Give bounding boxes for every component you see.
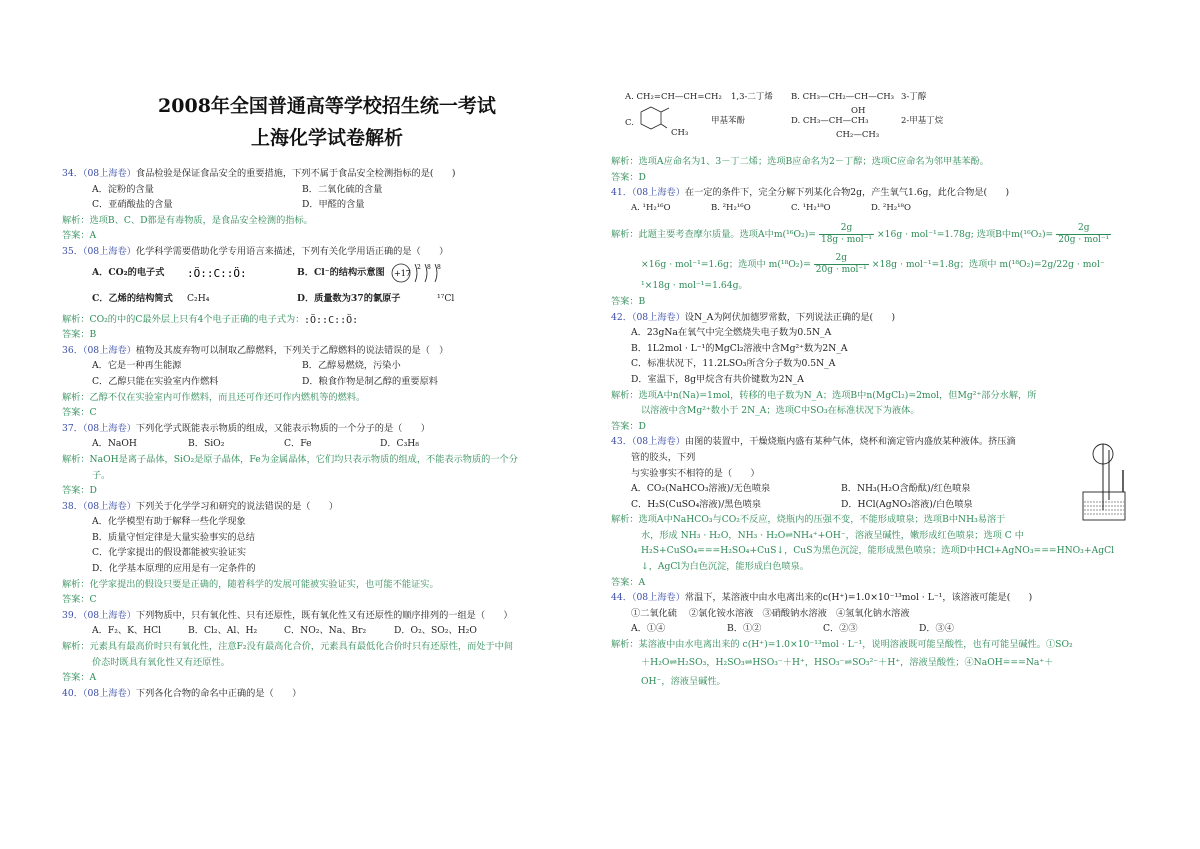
svg-text:+17: +17 [394, 268, 411, 278]
explanation: 解析：选项B、C、D都是有毒物质，是食品安全检测的指标。 [62, 214, 313, 226]
page-title-line2: 上海化学试卷解析 [250, 127, 403, 149]
answer: 答案：A [62, 230, 97, 242]
svg-text:8: 8 [427, 263, 431, 271]
question-37: 37．（08上海卷）下列化学式既能表示物质的组成，又能表示物质的一个分子的是（ ） [62, 422, 430, 434]
question-34: 34．（08上海卷）食品检验是保证食品安全的重要措施，下列不属于食品安全检测指标的是( ) [62, 168, 456, 179]
answer: 答案：A [611, 576, 646, 588]
svg-text:8: 8 [437, 263, 441, 271]
page-title-line1: 2008年全国普通高等学校招生统一考试 [158, 95, 496, 117]
question-36: 36．（08上海卷）植物及其废弃物可以制取乙醇燃料，下列关于乙醇燃料的说法错误的是（ ） [62, 344, 449, 356]
explanation: 解析：乙醇不仅在实验室内可作燃料，而且还可作还可作内燃机等的燃料。 [62, 391, 366, 403]
answer: 答案：A [62, 672, 97, 684]
svg-text::Ö::C::Ö:: :Ö::C::Ö: [187, 266, 247, 280]
answer: 答案：B [611, 295, 646, 307]
explanation: 解析：元素具有最高价时只有氧化性，注意F₂没有最高化合价，元素具有最低化合价时只有还原性，而处于中间 [62, 641, 514, 653]
question-42: 42．（08上海卷）设N_A为阿伏加德罗常数，下列说法正确的是( ) [611, 311, 896, 323]
fountain-apparatus-figure [1079, 440, 1131, 524]
answer: 答案：C [62, 594, 97, 606]
explanation: 解析：选项A中NaHCO₃与CO₂不反应，烧瓶内的压强不变，不能形成喷泉；选项B中NH₃易溶于 [611, 514, 1006, 526]
question-44: 44．（08上海卷）常温下，某溶液中由水电离出来的c(H⁺)=1.0×10⁻¹³mol · L⁻¹，该溶液可能是( ) [611, 592, 1033, 604]
question-40: 40．（08上海卷）下列各化合物的命名中正确的是（ ） [62, 687, 302, 699]
phenol-ring-icon [639, 104, 673, 134]
answer: 答案：D [611, 420, 646, 432]
answer: 答案：B [62, 329, 97, 341]
question-39: 39．（08上海卷）下列物质中，只有氧化性、只有还原性，既有氧化性又有还原性的顺序排列的一组是（ ） [62, 609, 513, 621]
explanation: 解析：选项A应命名为1、3－丁二烯；选项B应命名为2－丁醇；选项C应命名为邻甲基苯酚。 [611, 156, 989, 167]
explanation: 解析：NaOH是离子晶体，SiO₂是原子晶体，Fe为金属晶体，它们均只表示物质的组成，不能表示物质的一个分 [62, 453, 518, 465]
explanation: 解析：此题主要考查摩尔质量。选项A中m(¹⁶O₂)= $\frac{2g}{\text{18g · mol⁻¹}}$ ×16g · mol⁻¹=1.78g; 选项B中m(¹⁶O₂)= $\frac{2g}{\text{20g · mol⁻¹}}$ [611, 223, 1110, 246]
answer: 答案：D [611, 171, 646, 183]
explanation: 解析：CO₂的中的C最外层上只有4个电子正确的电子式为： [62, 313, 305, 325]
svg-text::Ö::C::Ö:: :Ö::C::Ö: [304, 315, 359, 326]
answer: 答案：D [62, 485, 97, 497]
explanation: 解析：化学家提出的假设只要是正确的，随着科学的发展可能被实验证实，也可能不能证实。 [62, 578, 439, 590]
question-38: 38．（08上海卷）下列关于化学学习和研究的说法错误的是（ ） [62, 500, 339, 512]
co2-correct-electron-formula [304, 313, 374, 325]
left-column: 2008年全国普通高等学校招生统一考试 上海化学试卷解析 34．（08上海卷）食品检验是保证食品安全的重要措施，下列不属于食品安全检测指标的是( ) A．淀粉的含量 B．二氧化硫的含量 C．亚硝酸盐的含量 D．甲醛的含量 解析：选项B、C、D都是有毒物质，是食品安全检测的指标。 答案：A 35．（08上海卷）化学科学需要借助化学专用语言来描述，下列有关化学用语正确的是（ ） A．CO₂的电子式 :Ö::C::Ö: B．Cl⁻的结构示意图 +17 2 8 8 C．乙烯的结构简式 C₂H₄ D．质量数为37的氯原子 ¹⁷Cl 解析：CO₂的中的C最外层上只有4个电子正确的电子式为： :Ö::C::Ö: 答案：B 36．（08上海卷）植物及其废弃物可以制取乙醇燃料，下列关于乙醇燃料的说法错误的是（ ） A．它是一种再生能源 B．乙醇易燃烧，污染小 C．乙醇只能在实验室内作燃料 D．粮食作物是制乙醇的重要原料 解析：乙醇不仅在实验室内可作燃料，而且还可作还可作内燃机等的燃料。 答案：C 37．（08上海卷）下列化学式既能表示物质的组成，又能表示物质的一个分子的是（ ） A．NaOH B．SiO₂ C．Fe D．C₃H₈ 解析：NaOH是离子晶体，SiO₂是原子晶体，Fe为金属晶体，它们均只表示物质的组成，不能表示物质的一个分 子。 答案：D 38．（08上海卷）下列关于化学学习和研究的说法错误的是（ ） A．化学模型有助于解释一些化学现象 B．质量守恒定律是大量实验事实的总结 C．化学家提出的假设都能被实验证实 D．化学基本原理的应用是有一定条件的 解析：化学家提出的假设只要是正确的，随着科学的发展可能被实验证实，也可能不能证实。 答案：C 39．（08上海卷）下列物质中，只有氧化性、只有还原性，既有氧化性又有还原性的顺序排列的一组是（ ） A．F₂、K、HCl B．Cl₂、Al、H₂ C．NO₂、Na、Br₂ D．O₂、SO₂、H₂O 解析：元素具有最高价时只有氧化性，注意F₂没有最高化合价，元素具有最低化合价时只有还原性，而处于中间 价态时既具有氧化性又有还原性。 答案：A 40．（08上海卷）下列各化合物的命名中正确的是（ ） [62, 0, 592, 701]
chloride-structure-figure [387, 261, 447, 285]
question-43: 43．（08上海卷）由图的装置中，干燥烧瓶内盛有某种气体，烧杯和滴定管内盛放某种液体。挤压滴 管的胶头，下列 与实验事实不相符的是（ ） A．CO₂(NaHCO₃溶液)/无色喷泉 B．NH₃(H₂O含酚酞)/红色喷泉 C．H₂S(CuSO₄溶液)/黑色喷泉 D．HCl(AgNO₃溶液)/白色喷泉 [611, 434, 1141, 512]
explanation: 解析：某溶液中由水电离出来的 c(H⁺)=1.0×10⁻¹³mol · L⁻¹，说明溶液既可能呈酸性，也有可能呈碱性。①SO₂ [611, 639, 1073, 651]
right-column: A. CH₂=CH—CH=CH₂ 1,3-二丁烯 B. CH₃—CH₂—CH—CH₃ OH 3-丁醇 C. CH₃ 甲基苯酚 D. CH₃—CH—CH₃ CH₂—CH₃ 2-甲基丁烷 解析：选项A应命名为1、3－丁二烯；选项B应命名为2－丁醇；选项C应命名为邻甲基苯酚。 答案：D 41．（08上海卷）在一定的条件下，完全分解下列某化合物2g，产生氧气1.6g，此化合物是( ) A. ¹H₂¹⁶O B. ²H₂¹⁶O C. ¹H₂¹⁸O D. ²H₂¹⁸O 解析：此题主要考查摩尔质量。选项A中m(¹⁶O₂)= $\frac{2g}{\text{18g · mol⁻¹}}$ ×16g · mol⁻¹=1.78g; 选项B中m(¹⁶O₂)= $\frac{2g}{\text{20g · mol⁻¹}}$ ×16g · mol⁻¹=1.6g；选项中 m(¹⁸O₂)= $\frac{2g}{\text{20g · mol⁻¹}}$ ×18g · mol⁻¹=1.8g；选项中 m(¹⁸O₂)=2g/22g · mol⁻ ¹×18g · mol⁻¹=1.64g。 答案：B 42．（08上海卷）设N_A为阿伏加德罗常数，下列说法正确的是( ) A．23gNa在氧气中完全燃烧失电子数为0.5N_A B．1L2mol · L⁻¹的MgCl₂溶液中含Mg²⁺数为2N_A C．标准状况下，11.2LSO₃所含分子数为0.5N_A D．室温下，8g甲烷含有共价键数为2N_A 解析：选项A中n(Na)=1mol，转移的电子数为N_A；选项B中n(MgCl₂)=2mol，但Mg²⁺部分水解，所 以溶液中含Mg²⁺数小于 2N_A；选项C中SO₃在标准状况下为液体。 答案：D 43．（08上海卷）由图的装置中，干燥烧瓶内盛有某种气体，烧杯和滴定管内盛放某种液体。挤压滴 管的胶头，下列 与实验事实不相符的是（ ） A．CO₂(NaHCO₃溶液)/无色喷泉 B．NH₃(H₂O含酚酞)/红色喷泉 C．H₂S(CuSO₄溶液)/黑色喷泉 D．HCl(AgNO₃溶液)/白色喷泉 解析：选项A中NaHCO₃与CO₂不反应，烧瓶内的压强不变，不能形成喷泉；选项B中NH₃易溶于 水，形成 NH₃ · H₂O，NH₃ · H₂O⇌NH₄⁺+OH⁻，溶液呈碱性，嫩形成红色喷泉；选项 C 中 H₂S+CuSO₄===H₂SO₄+CuS↓，CuS为黑色沉淀，能形成黑色喷泉；选项D中HCl+AgNO₃===HNO₃+AgCl ↓，AgCl为白色沉淀，能形成白色喷泉。 答案：A 44．（08上海卷）常温下，某溶液中由水电离出来的c(H⁺)=1.0×10⁻¹³mol · L⁻¹，该溶液可能是( ) ①二氧化硫 ②氯化铵水溶液 ③硝酸钠水溶液 ④氢氧化钠水溶液 A．①④ B．①② C．②③ D．③④ 解析：某溶液中由水电离出来的 c(H⁺)=1.0×10⁻¹³mol · L⁻¹，说明溶液既可能呈酸性，也有可能呈碱性。①SO₂ ＋H₂O⇌H₂SO₃，H₂SO₃⇌HSO₃⁻＋H⁺，HSO₃⁻⇌SO₃²⁻＋H⁺，溶液呈酸性；④NaOH===Na⁺＋ OH⁻，溶液呈碱性。 [611, 0, 1141, 691]
question-35: 35．（08上海卷）化学科学需要借助化学专用语言来描述，下列有关化学用语正确的是（ ） [62, 245, 449, 257]
question-41: 41．（08上海卷）在一定的条件下，完全分解下列某化合物2g，产生氧气1.6g，此化合物是( ) [611, 187, 1010, 199]
explanation: 解析：选项A中n(Na)=1mol，转移的电子数为N_A；选项B中n(MgCl₂)=2mol，但Mg²⁺部分水解，所 [611, 389, 1037, 401]
q40-options-figure: A. CH₂=CH—CH=CH₂ 1,3-二丁烯 B. CH₃—CH₂—CH—CH₃ OH 3-丁醇 C. CH₃ 甲基苯酚 D. CH₃—CH—CH₃ CH₂—CH₃ 2-甲基丁烷 [625, 92, 944, 140]
answer: 答案：C [62, 407, 97, 419]
co2-electron-formula-figure [187, 264, 297, 282]
svg-text:2: 2 [417, 263, 421, 271]
